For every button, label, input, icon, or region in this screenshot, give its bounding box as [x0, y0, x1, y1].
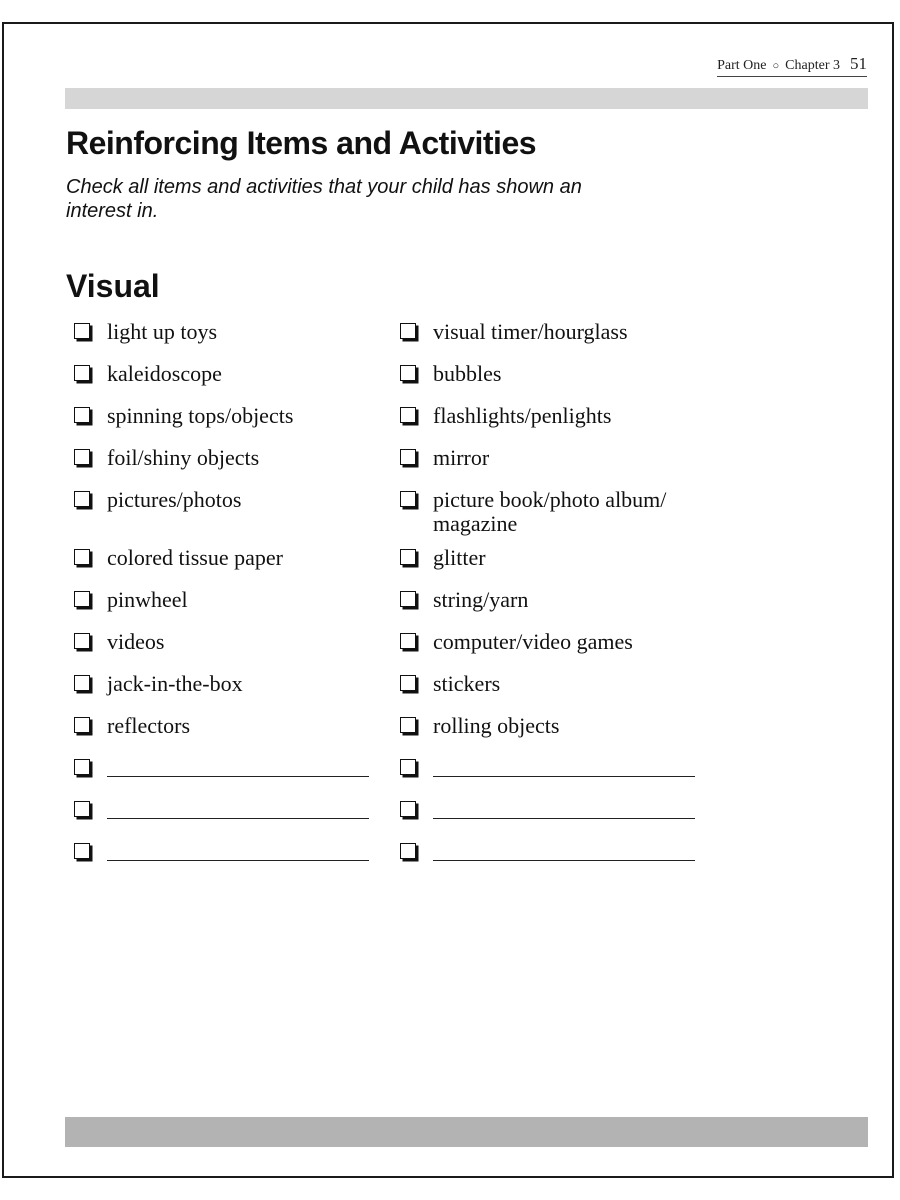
- checklist-item-label: kaleidoscope: [107, 361, 222, 386]
- checklist-item-label: computer/video games: [433, 629, 633, 654]
- checklist-item[interactable]: [398, 630, 728, 654]
- checklist-item[interactable]: [72, 546, 392, 570]
- checklist-item-label: rolling objects: [433, 713, 560, 738]
- checklist-item-label: foil/shiny objects: [107, 445, 260, 470]
- checklist-item-label: colored tissue paper: [107, 545, 283, 570]
- checklist-item-label: pictures/photos: [107, 487, 242, 512]
- checklist-item-blank[interactable]: [72, 840, 392, 864]
- checklist-item-label: reflectors: [107, 713, 191, 738]
- checkbox-icon[interactable]: [74, 491, 90, 507]
- checkbox-icon[interactable]: [400, 491, 416, 507]
- checkbox-icon[interactable]: [400, 549, 416, 565]
- checkbox-icon[interactable]: [74, 801, 90, 817]
- checklist-item[interactable]: [398, 488, 728, 536]
- checkbox-icon[interactable]: [74, 365, 90, 381]
- section-heading-visual: Visual: [66, 268, 160, 304]
- checkbox-icon[interactable]: [74, 675, 90, 691]
- running-head: [717, 54, 867, 77]
- checklist-left-column: [72, 320, 392, 882]
- checklist-item[interactable]: [398, 446, 728, 470]
- checklist-item[interactable]: [72, 714, 392, 738]
- checklist-item[interactable]: [72, 488, 392, 512]
- checkbox-icon[interactable]: [400, 801, 416, 817]
- checklist-item-blank[interactable]: [72, 756, 392, 780]
- page-number: 51: [850, 54, 867, 73]
- checkbox-icon[interactable]: [400, 717, 416, 733]
- header-rule-bar: [65, 88, 868, 109]
- checkbox-icon[interactable]: [74, 323, 90, 339]
- blank-write-in-line[interactable]: [433, 840, 695, 861]
- checkbox-icon[interactable]: [400, 323, 416, 339]
- checkbox-icon[interactable]: [74, 549, 90, 565]
- blank-write-in-line[interactable]: [433, 798, 695, 819]
- checklist-item-label: visual timer/hourglass: [433, 319, 628, 344]
- checklist-item[interactable]: [398, 672, 728, 696]
- checklist-item-blank[interactable]: [398, 798, 728, 822]
- blank-write-in-line[interactable]: [107, 756, 369, 777]
- checkbox-icon[interactable]: [400, 843, 416, 859]
- blank-write-in-line[interactable]: [433, 756, 695, 777]
- running-head-part: Part One: [717, 58, 767, 73]
- checklist-item-label: stickers: [433, 671, 501, 696]
- checklist-item[interactable]: [398, 362, 728, 386]
- checklist-item-blank[interactable]: [398, 840, 728, 864]
- checkbox-icon[interactable]: [400, 675, 416, 691]
- blank-write-in-line[interactable]: [107, 840, 369, 861]
- checklist-item[interactable]: [72, 672, 392, 696]
- checklist-item[interactable]: [72, 446, 392, 470]
- checklist-item-label: pinwheel: [107, 587, 188, 612]
- checkbox-icon[interactable]: [400, 633, 416, 649]
- checklist-item[interactable]: [398, 546, 728, 570]
- checkbox-icon[interactable]: [74, 759, 90, 775]
- checklist-item-label: glitter: [433, 545, 486, 570]
- checkbox-icon[interactable]: [400, 407, 416, 423]
- checklist-item-label: flashlights/penlights: [433, 403, 612, 428]
- blank-write-in-line[interactable]: [107, 798, 369, 819]
- checklist-item[interactable]: [398, 404, 728, 428]
- checklist-item[interactable]: [72, 630, 392, 654]
- checklist-right-column: [398, 320, 728, 882]
- checkbox-icon[interactable]: [74, 407, 90, 423]
- checklist-item[interactable]: [72, 320, 392, 344]
- page-subtitle: Check all items and activities that your child has shown an interest in.: [66, 176, 582, 222]
- checkbox-icon[interactable]: [74, 449, 90, 465]
- checklist-item[interactable]: [398, 588, 728, 612]
- running-head-chapter: Chapter 3: [785, 58, 840, 73]
- checklist-item[interactable]: [398, 320, 728, 344]
- checkbox-icon[interactable]: [74, 843, 90, 859]
- checklist-item-label: light up toys: [107, 319, 218, 344]
- circle-icon: ○: [772, 60, 780, 72]
- checkbox-icon[interactable]: [74, 591, 90, 607]
- checklist-item-label: picture book/photo album/ magazine: [433, 487, 667, 536]
- checkbox-icon[interactable]: [400, 591, 416, 607]
- checklist-item[interactable]: [72, 362, 392, 386]
- checkbox-icon[interactable]: [74, 717, 90, 733]
- checklist-item[interactable]: [72, 588, 392, 612]
- checkbox-icon[interactable]: [74, 633, 90, 649]
- checkbox-icon[interactable]: [400, 759, 416, 775]
- checklist-item-blank[interactable]: [72, 798, 392, 822]
- checklist-item-label: spinning tops/objects: [107, 403, 294, 428]
- checkbox-icon[interactable]: [400, 365, 416, 381]
- checklist-item[interactable]: [72, 404, 392, 428]
- checklist-item-blank[interactable]: [398, 756, 728, 780]
- footer-rule-bar: [65, 1117, 868, 1147]
- checkbox-icon[interactable]: [400, 449, 416, 465]
- checklist-item-label: mirror: [433, 445, 490, 470]
- checklist-item-label: string/yarn: [433, 587, 529, 612]
- checklist-item-label: jack-in-the-box: [107, 671, 243, 696]
- checklist-item-label: bubbles: [433, 361, 502, 386]
- page-title: Reinforcing Items and Activities: [66, 125, 537, 161]
- checklist-item[interactable]: [398, 714, 728, 738]
- checklist-item-label: videos: [107, 629, 165, 654]
